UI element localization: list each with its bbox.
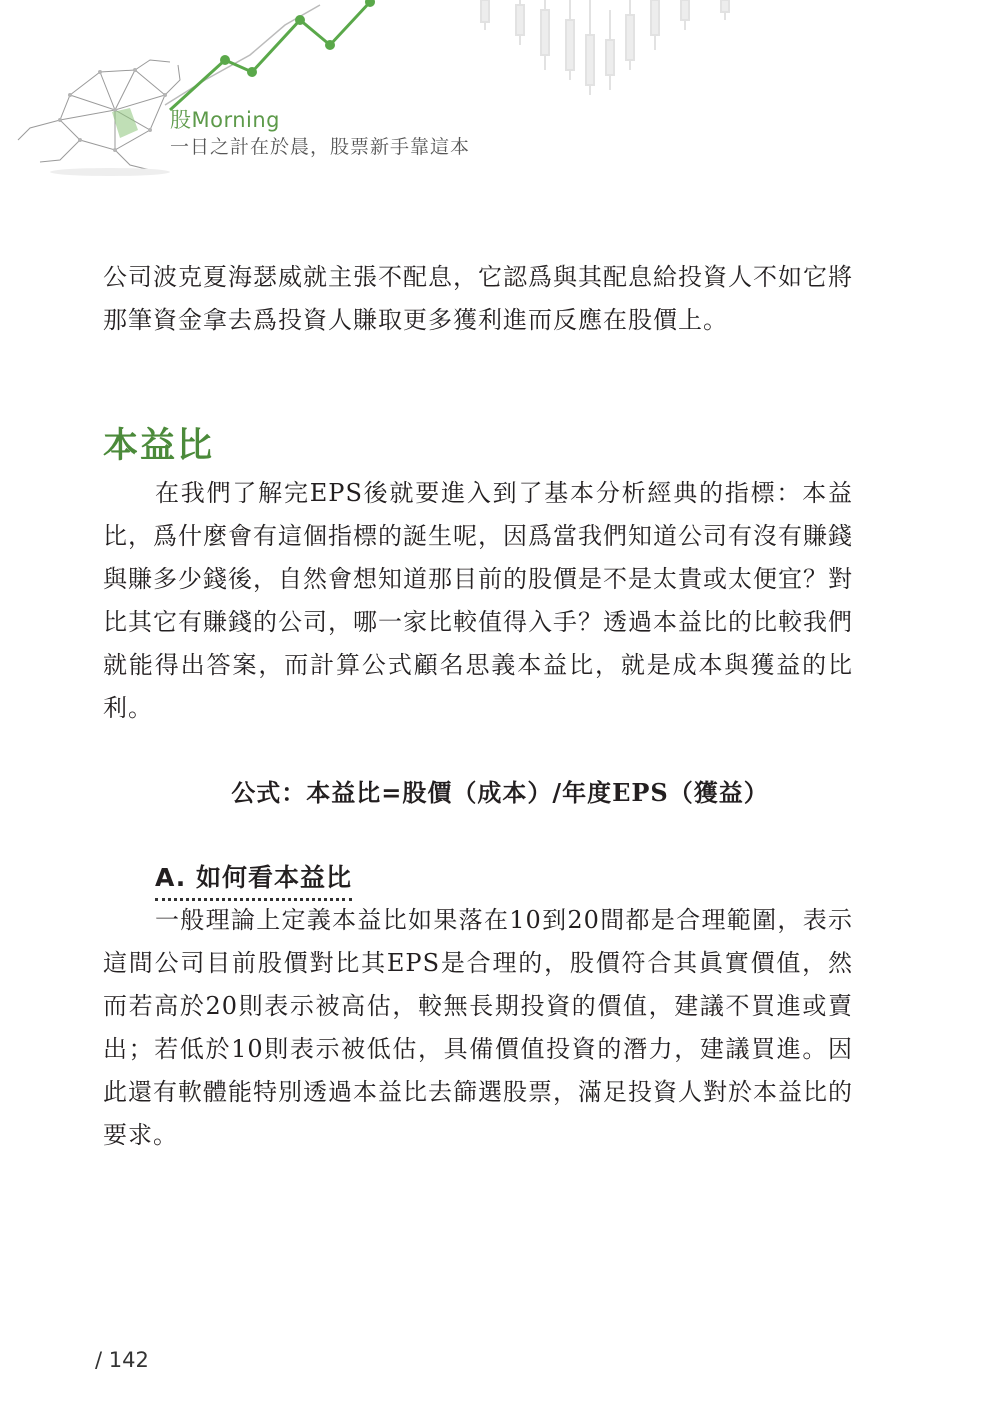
section-heading: 本益比 (103, 425, 215, 466)
pe-ratio-paragraph: 在我們了解完EPS後就要進入到了基本分析經典的指標：本益比，爲什麼會有這個指標的誕生呢，因爲當我們知道公司有沒有賺錢與賺多少錢後，自然會想知道那目前的股價是不是太貴或太便宜？對比其它有賺錢的公司，哪一家比較值得入手？透過本益比的比較我們就能得出答案，而計算公式顧名思義本益比，就是成本與獲益的比利。 (103, 479, 853, 722)
book-tagline: 一日之計在於晨，股票新手靠這本 (170, 136, 471, 158)
how-to-read-paragraph: 一般理論上定義本益比如果落在10到20間都是合理範圍，表示這間公司目前股價對比其EPS是合理的，股價符合其眞實價值，然而若高於20則表示被高估，較無長期投資的價值，建議不買進或賣出；若低於10則表示被低估，具備價值投資的潛力，建議買進。因此還有軟體能特別透過本益比去篩選股票，滿足投資人對於本益比的要求。 (103, 906, 853, 1149)
book-brand-title: 股Morning (170, 108, 281, 132)
bull-chart-illustration (0, 0, 1000, 190)
subsection-heading: A. 如何看本益比 (155, 858, 352, 901)
page-number: / 142 (95, 1348, 149, 1372)
pe-formula: 公式：本益比=股價（成本）/年度EPS（獲益） (231, 778, 769, 807)
intro-paragraph: 公司波克夏海瑟威就主張不配息，它認爲與其配息給投資人不如它將那筆資金拿去爲投資人賺取更多獲利進而反應在股價上。 (103, 263, 853, 334)
